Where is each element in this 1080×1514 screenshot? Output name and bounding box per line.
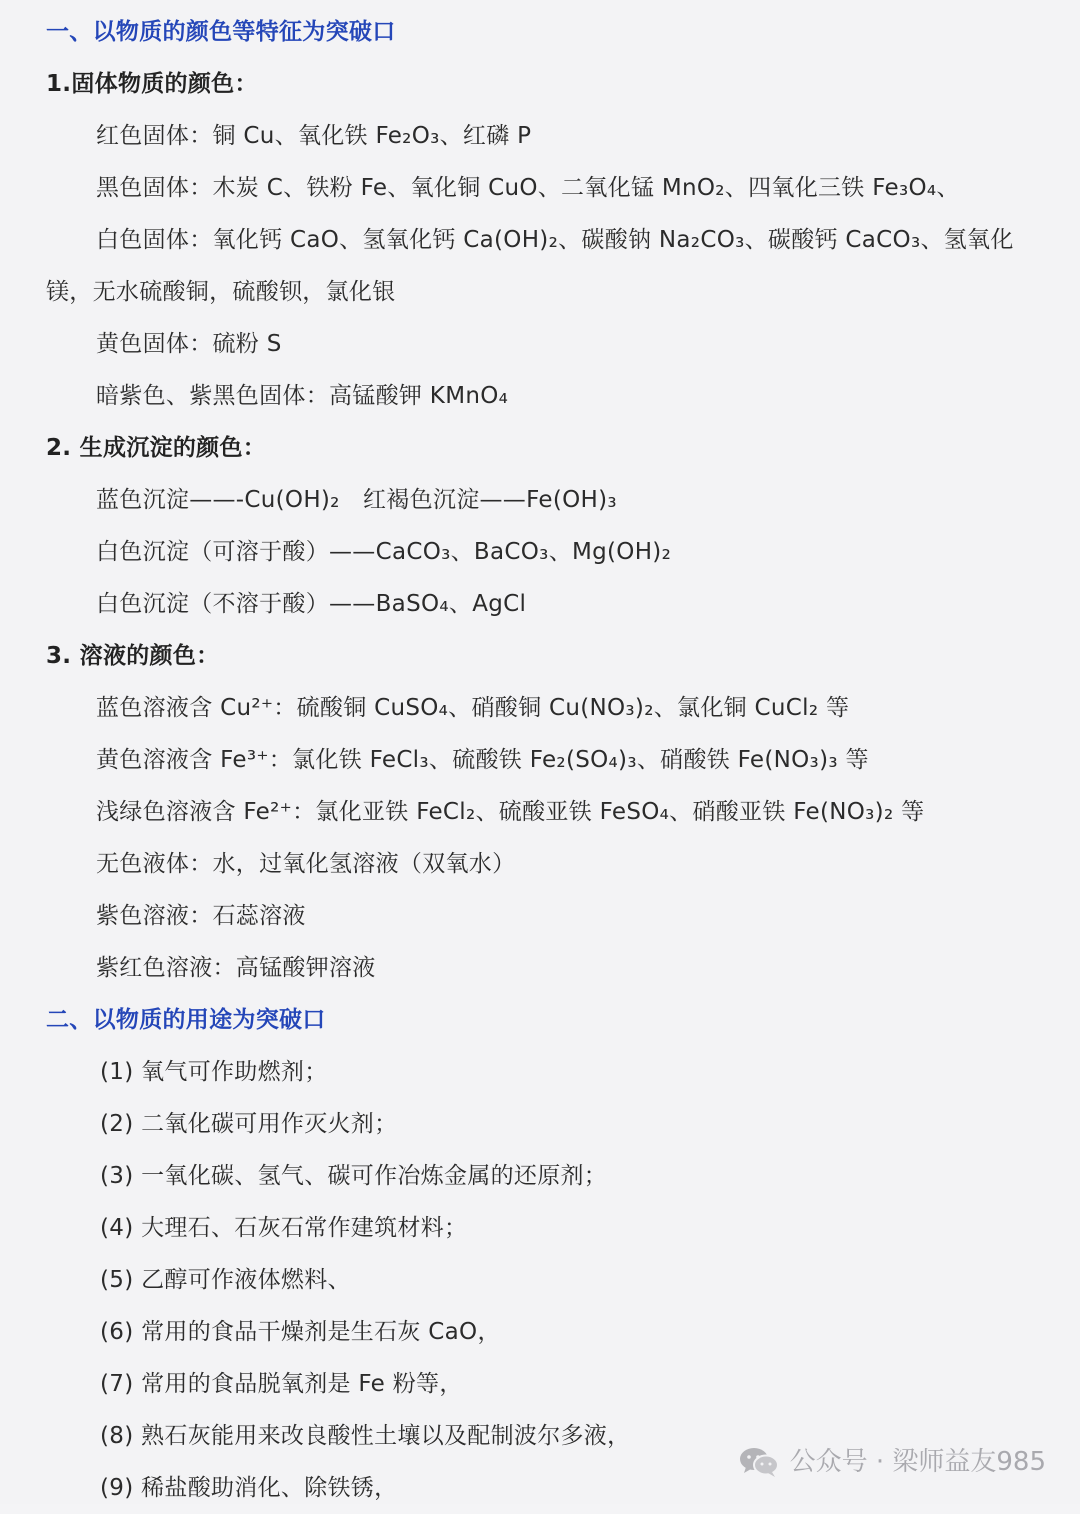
solid-red-line: 红色固体：铜 Cu、氧化铁 Fe₂O₃、红磷 P bbox=[96, 123, 532, 149]
use-item-9: (9) 稀盐酸助消化、除铁锈， bbox=[100, 1475, 398, 1501]
section-2-title: 二、以物质的用途为突破口 bbox=[46, 1007, 326, 1033]
watermark bbox=[738, 1436, 1046, 1488]
solid-purple-line: 暗紫色、紫黑色固体：高锰酸钾 KMnO₄ bbox=[96, 383, 509, 409]
group-1-heading: 1.固体物质的颜色： bbox=[46, 71, 258, 97]
solution-yellow-line: 黄色溶液含 Fe³⁺：氯化铁 FeCl₃、硫酸铁 Fe₂(SO₄)₃、硝酸铁 Fe(NO₃)₃ 等 bbox=[96, 747, 869, 773]
solution-lightgreen-line: 浅绿色溶液含 Fe²⁺：氯化亚铁 FeCl₂、硫酸亚铁 FeSO₄、硝酸亚铁 Fe(NO₃)₂ 等 bbox=[96, 799, 925, 825]
use-item-5: (5) 乙醇可作液体燃料、 bbox=[100, 1267, 351, 1293]
solid-white-line: 白色固体：氧化钙 CaO、氢氧化钙 Ca(OH)₂、碳酸钠 Na₂CO₃、碳酸钙 CaCO₃、氢氧化 bbox=[96, 227, 1014, 253]
use-item-4: (4) 大理石、石灰石常作建筑材料； bbox=[100, 1215, 468, 1241]
solid-white-line-cont: 镁，无水硫酸铜，硫酸钡，氯化银 bbox=[46, 279, 396, 305]
solution-purplered-line: 紫红色溶液：高锰酸钾溶液 bbox=[96, 955, 376, 981]
use-item-6: (6) 常用的食品干燥剂是生石灰 CaO， bbox=[100, 1319, 501, 1345]
wechat-icon bbox=[738, 1445, 780, 1479]
solution-purple-line: 紫色溶液：石蕊溶液 bbox=[96, 903, 306, 929]
solid-black-line: 黑色固体：木炭 C、铁粉 Fe、氧化铜 CuO、二氧化锰 MnO₂、四氧化三铁 Fe₃O₄、 bbox=[96, 175, 960, 201]
colorless-liquid-line: 无色液体：水，过氧化氢溶液（双氧水） bbox=[96, 851, 516, 877]
watermark-text: 公众号 · 梁师益友985 bbox=[789, 1447, 1046, 1477]
section-1-title: 一、以物质的颜色等特征为突破口 bbox=[46, 19, 396, 45]
use-item-1: (1) 氧气可作助燃剂； bbox=[100, 1059, 328, 1085]
precipitate-white-insoluble-line: 白色沉淀（不溶于酸）——BaSO₄、AgCl bbox=[96, 591, 527, 617]
use-item-3: (3) 一氧化碳、氢气、碳可作冶炼金属的还原剂； bbox=[100, 1163, 608, 1189]
solid-yellow-line: 黄色固体：硫粉 S bbox=[96, 331, 282, 357]
use-item-2: (2) 二氧化碳可用作灭火剂； bbox=[100, 1111, 398, 1137]
precipitate-blue-line: 蓝色沉淀——-Cu(OH)₂ 红褐色沉淀——Fe(OH)₃ bbox=[96, 487, 617, 513]
group-3-heading: 3. 溶液的颜色： bbox=[46, 643, 220, 669]
precipitate-white-soluble-line: 白色沉淀（可溶于酸）——CaCO₃、BaCO₃、Mg(OH)₂ bbox=[96, 539, 672, 565]
solution-blue-line: 蓝色溶液含 Cu²⁺：硫酸铜 CuSO₄、硝酸铜 Cu(NO₃)₂、氯化铜 CuCl₂ 等 bbox=[96, 695, 850, 721]
use-item-8: (8) 熟石灰能用来改良酸性土壤以及配制波尔多液， bbox=[100, 1423, 631, 1449]
use-item-7: (7) 常用的食品脱氧剂是 Fe 粉等， bbox=[100, 1371, 463, 1397]
group-2-heading: 2. 生成沉淀的颜色： bbox=[46, 435, 267, 461]
